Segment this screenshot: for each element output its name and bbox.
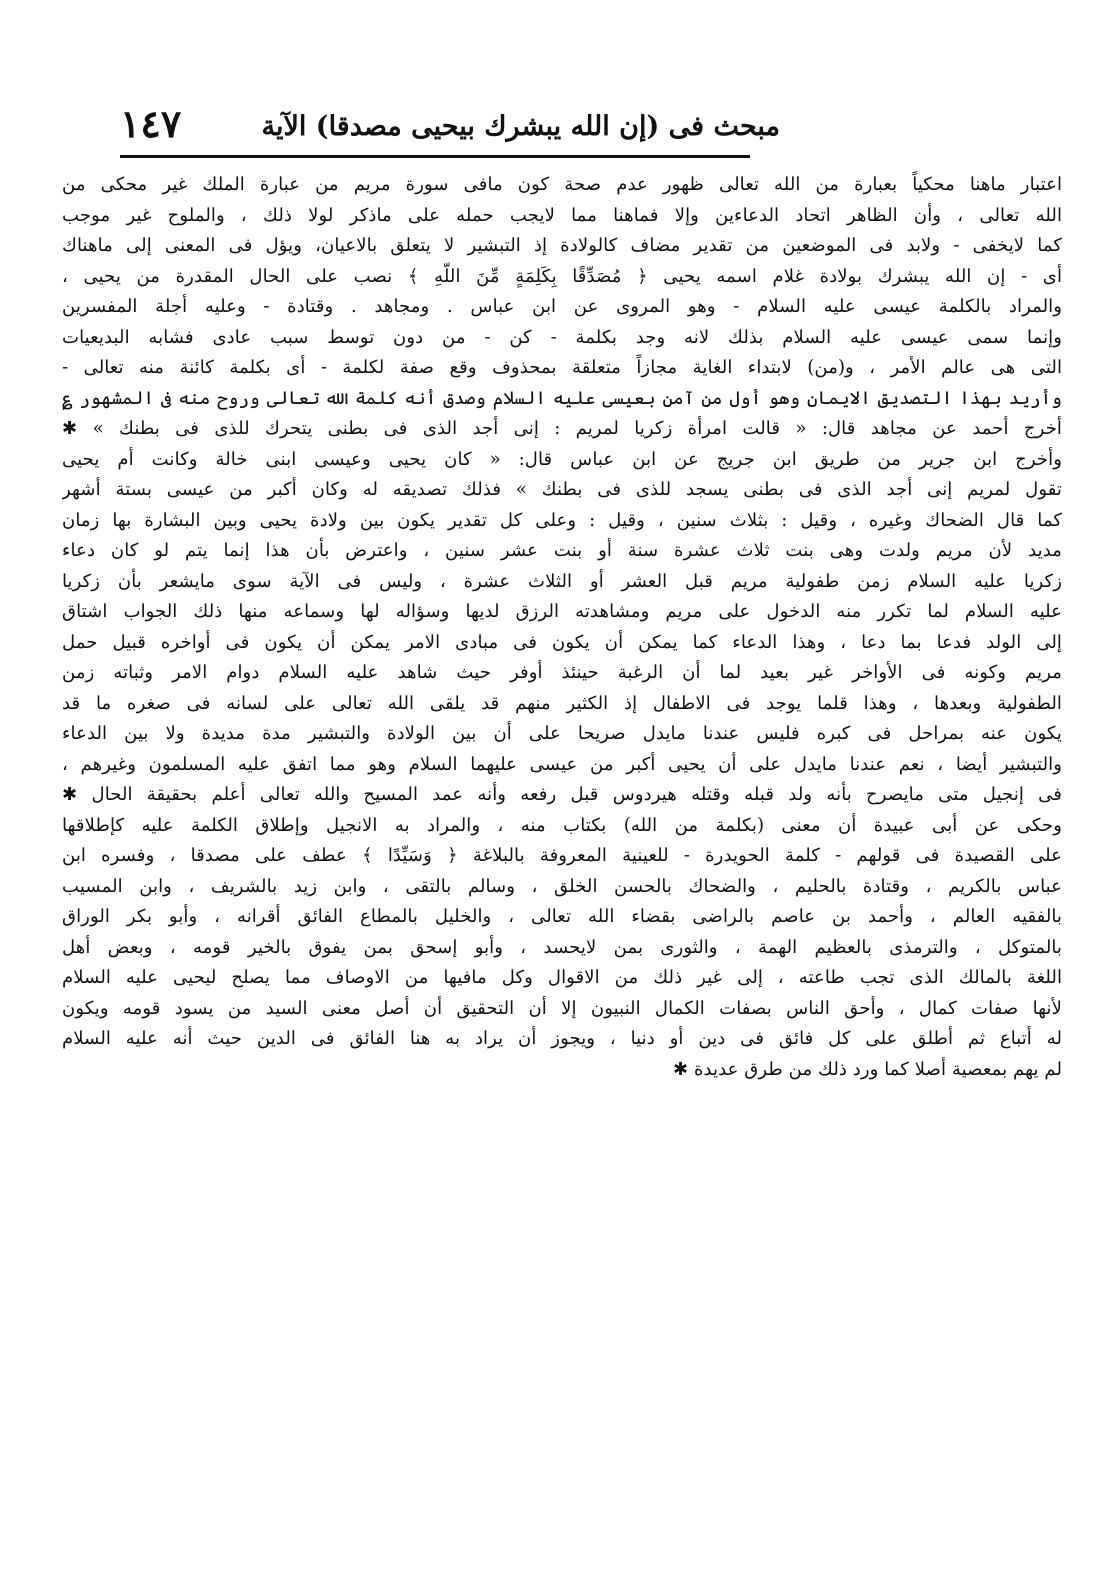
text-line: زكريا عليه السلام زمن طفولية مريم قبل العشر أو الثلاث عشرة ، وليس فى الآية سوى مايشعر بأن زكريا bbox=[62, 570, 1062, 592]
text-line: وحكى عن أبى عبيدة أن معنى (بكلمة من الله) بكتاب منه ، والمراد به الانجيل وإطلاق الكلمة عليه كإطلاقها bbox=[62, 814, 1062, 836]
text-line: إلى الولد فدعا بما دعا ، وهذا الدعاء كما يمكن أن يكون فى مبادى الامر يمكن أن يكون فى أواخره قبيل حمل bbox=[62, 631, 1062, 653]
text-line: الطفولية وبعدها ، وهذا قلما يوجد فى الاطفال إذ الكثير منهم قد يلقى الله تعالى على لسانه فى صغره ما قد bbox=[62, 692, 1062, 714]
text-line: وأخرج ابن جرير من طريق ابن جريج عن ابن عباس قال: « كان يحيى وعيسى ابنى خالة وكانت أم يحيى bbox=[62, 448, 1062, 470]
text-line: وأريد بهذا التصديق الايمان وهو أول من آمن بعيسى عليه السلام وصدق أنه كلمة الله تعالى وروح منه فى المشهور ؏ bbox=[62, 387, 1062, 409]
text-line: مديد لأن مريم ولدت وهى بنت ثلاث عشرة سنة أو بنت عشر سنين ، واعترض بأن هذا إنما يتم لو كان دعاء bbox=[62, 540, 1062, 561]
text-line: أخرج أحمد عن مجاهد قال: « قالت امرأة زكريا لمريم : إنى أجد الذى فى بطنى يتحرك للذى فى بطنك » ✱ bbox=[62, 418, 1062, 439]
text-line: بالمتوكل ، والترمذى بالعظيم الهمة ، والثورى بمن لايحسد ، وأبو إسحق بمن يفوق بالخير قومه ، وبعض أهل bbox=[62, 936, 1062, 958]
text-line: التى هى عالم الأمر ، و(من) لابتداء الغاية مجازاً متعلقة بمحذوف وقع صفة لكلمة - أى بكلمة كائنة منه تعالى - bbox=[62, 357, 1062, 378]
text-line: اعتبار ماهنا محكياً بعبارة من الله تعالى ظهور عدم صحة كون مافى سورة مريم من عبارة الملك غير محكى من bbox=[62, 174, 1062, 195]
text-line: أى - إن الله يبشرك بولادة غلام اسمه يحيى ﴿ مُصَدِّقًا بِكَلِمَةٍ مِّنَ اللَّهِ ﴾ نصب على الحال المقدرة من يحيى ، bbox=[62, 265, 1062, 287]
text-line: كما لايخفى - ولابد فى الموضعين من تقدير مضاف كالولادة إذ التبشير لا يتعلق بالاعيان، ويؤل فى المعنى إلى ماهناك bbox=[62, 235, 1062, 256]
text-line: والتبشير أيضا ، نعم عندنا مايدل على أن يحيى أكبر من عيسى عليهما السلام وهو مما اتفق عليه المسلمون وغيرهم ، bbox=[62, 753, 1062, 775]
text-line: يكون عنه بمراحل فى كبره فليس عندنا مايدل صريحا على أن بين الولادة والتبشير مدة مديدة ولا بين الدعاء bbox=[62, 723, 1062, 744]
text-line: وإنما سمى عيسى عليه السلام بذلك لانه وجد بكلمة - كن - من دون توسط سبب عادى فشابه البديعيات bbox=[62, 326, 1062, 348]
text-line: مريم وكونه فى الأواخر غير بعيد لما أن الرغبة حينئذ أوفر حيث شاهد عليه السلام دوام الامر وثباته زمن bbox=[62, 662, 1062, 683]
text-line: كما قال الضحاك وغيره ، وقيل : بثلاث سنين ، وقيل : وعلى كل تقدير يكون بين ولادة يحيى وبين البشارة بها زمان bbox=[62, 509, 1062, 531]
text-line-final: لم يهم بمعصية أصلا كما ورد ذلك من طرق عديدة ✱ bbox=[672, 1058, 1062, 1080]
text-line: عليه السلام لما تكرر منه الدخول على مريم ومشاهدته الرزق لديها وسؤاله لها وسماعه منها ذلك الجواب اشتاق bbox=[62, 601, 1062, 622]
text-line: الله تعالى ، وأن الظاهر اتحاد الدعاءين وإلا فماهنا مما لايجب حمله على ماذكر لولا ذلك ، والملوح غير موجب bbox=[62, 204, 1062, 226]
header-rule bbox=[120, 155, 750, 158]
page-header bbox=[120, 103, 1020, 155]
text-line: لأنها صفات كمال ، وأحق الناس بصفات الكمال النبيون إلا أن التحقيق أن أصل معنى السيد من يسود قومه ويكون bbox=[62, 997, 1062, 1019]
text-line: على القصيدة فى قولهم - كلمة الحويدرة - للعينية المعروفة بالبلاغة ﴿ وَسَيِّدًا ﴾ عطف على مصدقا ، وفسره ابن bbox=[62, 845, 1062, 866]
body-text bbox=[62, 170, 1062, 1085]
text-line: اللغة بالمالك الذى تجب طاعته ، إلى غير ذلك من الاقوال وكل مافيها من الاوصاف مما يصلح ليحيى عليه السلام bbox=[62, 967, 1062, 988]
text-line: بالفقيه العالم ، وأحمد بن عاصم بالراضى بقضاء الله تعالى ، والخليل بالمطاع الفائق أقرانه ، وأبو بكر الوراق bbox=[62, 906, 1062, 927]
text-line: له أتباع ثم أطلق على كل فائق فى دين أو دنيا ، ويجوز أن يراد به هنا الفائق فى الدين حيث أنه عليه السلام bbox=[62, 1028, 1062, 1049]
page-number: ١٤٧ bbox=[120, 101, 182, 146]
text-line: والمراد بالكلمة عيسى عليه السلام - وهو المروى عن ابن عباس . ومجاهد . وقتادة - وعليه أجلة المفسرين bbox=[62, 296, 1062, 317]
text-line: عباس بالكريم ، وقتادة بالحليم ، والضحاك بالحسن الخلق ، وسالم بالتقى ، وابن زيد بالشريف ، وابن المسيب bbox=[62, 875, 1062, 897]
text-line: تقول لمريم إنى أجد الذى فى بطنى يسجد للذى فى بطنك » فذلك تصديقه له وكان أكبر من عيسى بستة أشهر bbox=[62, 479, 1062, 500]
running-title: مبحث فى (إن الله يبشرك بيحيى مصدقا) الآية bbox=[261, 111, 780, 142]
text-line: فى إنجيل متى مايصرح بأنه ولد قبله وقتله هيردوس قبل رفعه وأنه عمد المسيح والله تعالى أعلم بحقيقة الحال ✱ bbox=[62, 784, 1062, 805]
